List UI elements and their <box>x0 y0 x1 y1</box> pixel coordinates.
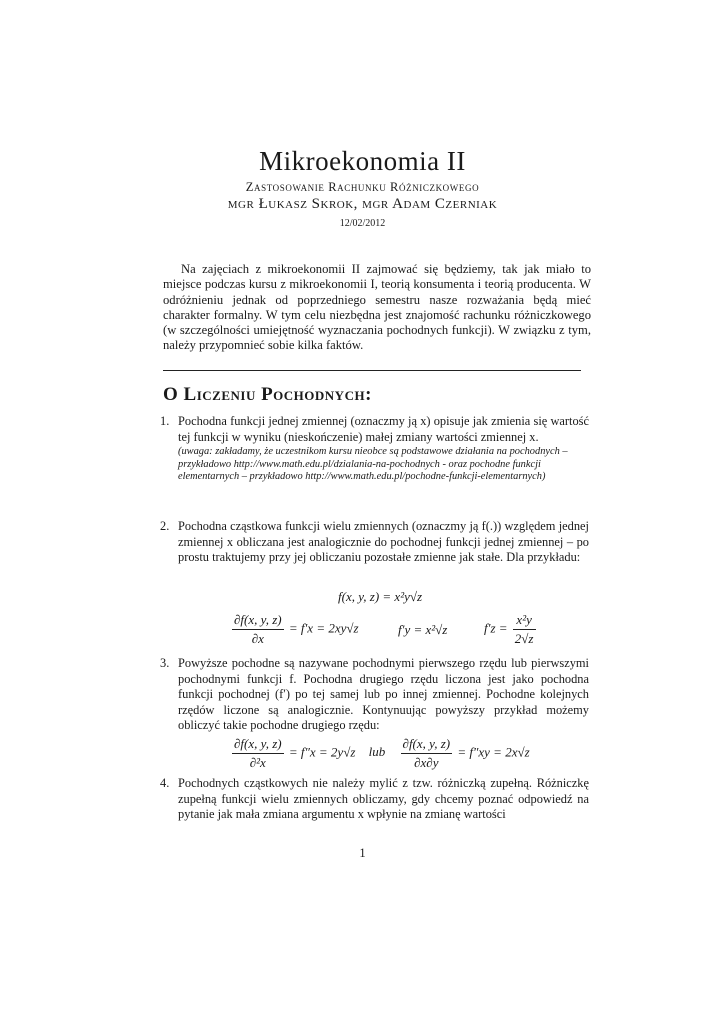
list-item-note: (uwaga: zakładamy, że uczestnikom kursu nieobce są podstawowe działania na pochodnych – przykładowo http://www.math.edu.pl/dzialania-na-pochodnych - oraz pochodne funkcji elementarnych – przykładowo http://www.math.edu.pl/pochodne-funkcji-elementarnych) <box>178 446 568 482</box>
fraction-denominator: ∂x∂y <box>414 755 439 770</box>
list-item-text: Pochodnych cząstkowych nie należy mylić z tzw. różniczką zupełną. Różniczkę zupełną funkcji wielu zmiennych obliczamy, gdy chcemy poznać odpowiedź na pytanie jak mała zmiana argumentu x wpłynie na zmianę wartości <box>178 776 589 822</box>
fraction-denominator: ∂x <box>251 631 264 646</box>
equation-rhs: = f″x = 2y√z <box>288 744 356 760</box>
abstract-text: Na zajęciach z mikroekonomii II zajmować się będziemy, tak jak miało to miejsce podczas kursu z mikroekonomii I, teorią konsumenta i teorią producenta. W odróżnieniu jednak od poprzedniego semestru nasze rozważania będą mieć charakter formalny. W tym celu niezbędna jest znajomość rachunku różniczkowego (w szczególności umiejętność wyznaczania pochodnych funkcji). W związku z tym, należy przypomnieć sobie kilka faktów. <box>163 262 591 353</box>
equation-rhs: = f″xy = 2x√z <box>457 744 530 760</box>
equation-lhs: f′z = <box>484 620 508 636</box>
fraction-numerator: ∂f(x, y, z) <box>232 736 284 754</box>
fraction-numerator: x²y <box>513 612 536 630</box>
abstract-paragraph <box>163 262 591 354</box>
list-item-number: 4. <box>160 776 170 790</box>
list-item-text: Pochodna funkcji jednej zmiennej (oznaczmy ją x) opisuje jak zmienia się wartość tej funkcji w wyniku (nieskończenie) małej zmiany wartości zmiennej x. <box>178 414 589 444</box>
document-subtitle: Zastosowanie Rachunku Różniczkowego <box>245 180 480 194</box>
equation-partial-y: f′y = x²√z <box>398 622 448 637</box>
list-item-text: Powyższe pochodne są nazywane pochodnymi pierwszego rzędu lub pierwszymi pochodnymi funkcji f. Pochodna drugiego rzędu liczona jest jako pochodna funkcji pochodnej (f′) po tej samej lub po innej zmiennej. Pochodne kolejnych rzędów liczone są analogicznie. Kontynuując powyższy przykład możemy obliczyć takie pochodne drugiego rzędu: <box>178 656 589 733</box>
fraction-denominator: 2√z <box>514 631 534 646</box>
list-item <box>160 656 589 734</box>
fraction-numerator: ∂f(x, y, z) <box>401 736 453 754</box>
list-item-number: 1. <box>160 414 170 428</box>
equation-rhs: = f′x = 2xy√z <box>288 620 359 636</box>
equation-partial-x <box>230 612 359 647</box>
list-item-number: 2. <box>160 519 170 533</box>
fraction <box>401 736 453 771</box>
page-number: 1 <box>359 846 366 860</box>
list-item <box>160 519 589 566</box>
section-divider <box>163 370 581 371</box>
section-title: O Liczeniu Pochodnych: <box>163 384 372 405</box>
list-item <box>160 776 589 823</box>
fraction <box>232 736 284 771</box>
fraction <box>513 612 536 647</box>
document-title: Mikroekonomia II <box>259 146 466 176</box>
list-item <box>160 414 589 483</box>
equation-function: f(x, y, z) = x²y√z <box>338 589 423 604</box>
document-authors: mgr Łukasz Skrok, mgr Adam Czerniak <box>227 196 498 212</box>
list-item-text: Pochodna cząstkowa funkcji wielu zmiennych (oznaczmy ją f(.)) względem jednej zmiennej x obliczana jest analogicznie do pochodnej funkcji jednej zmiennej – po prostu traktujemy przy jej obliczaniu pozostałe zmienne jak stałe. Dla przykładu: <box>178 519 589 565</box>
fraction-denominator: ∂²x <box>249 755 266 770</box>
equation-separator: lub <box>368 744 386 760</box>
document-date: 12/02/2012 <box>339 218 386 229</box>
equation-second-derivative <box>230 736 530 771</box>
equation-partial-z <box>484 612 538 647</box>
list-item-number: 3. <box>160 656 170 670</box>
fraction <box>232 612 284 647</box>
fraction-numerator: ∂f(x, y, z) <box>232 612 284 630</box>
